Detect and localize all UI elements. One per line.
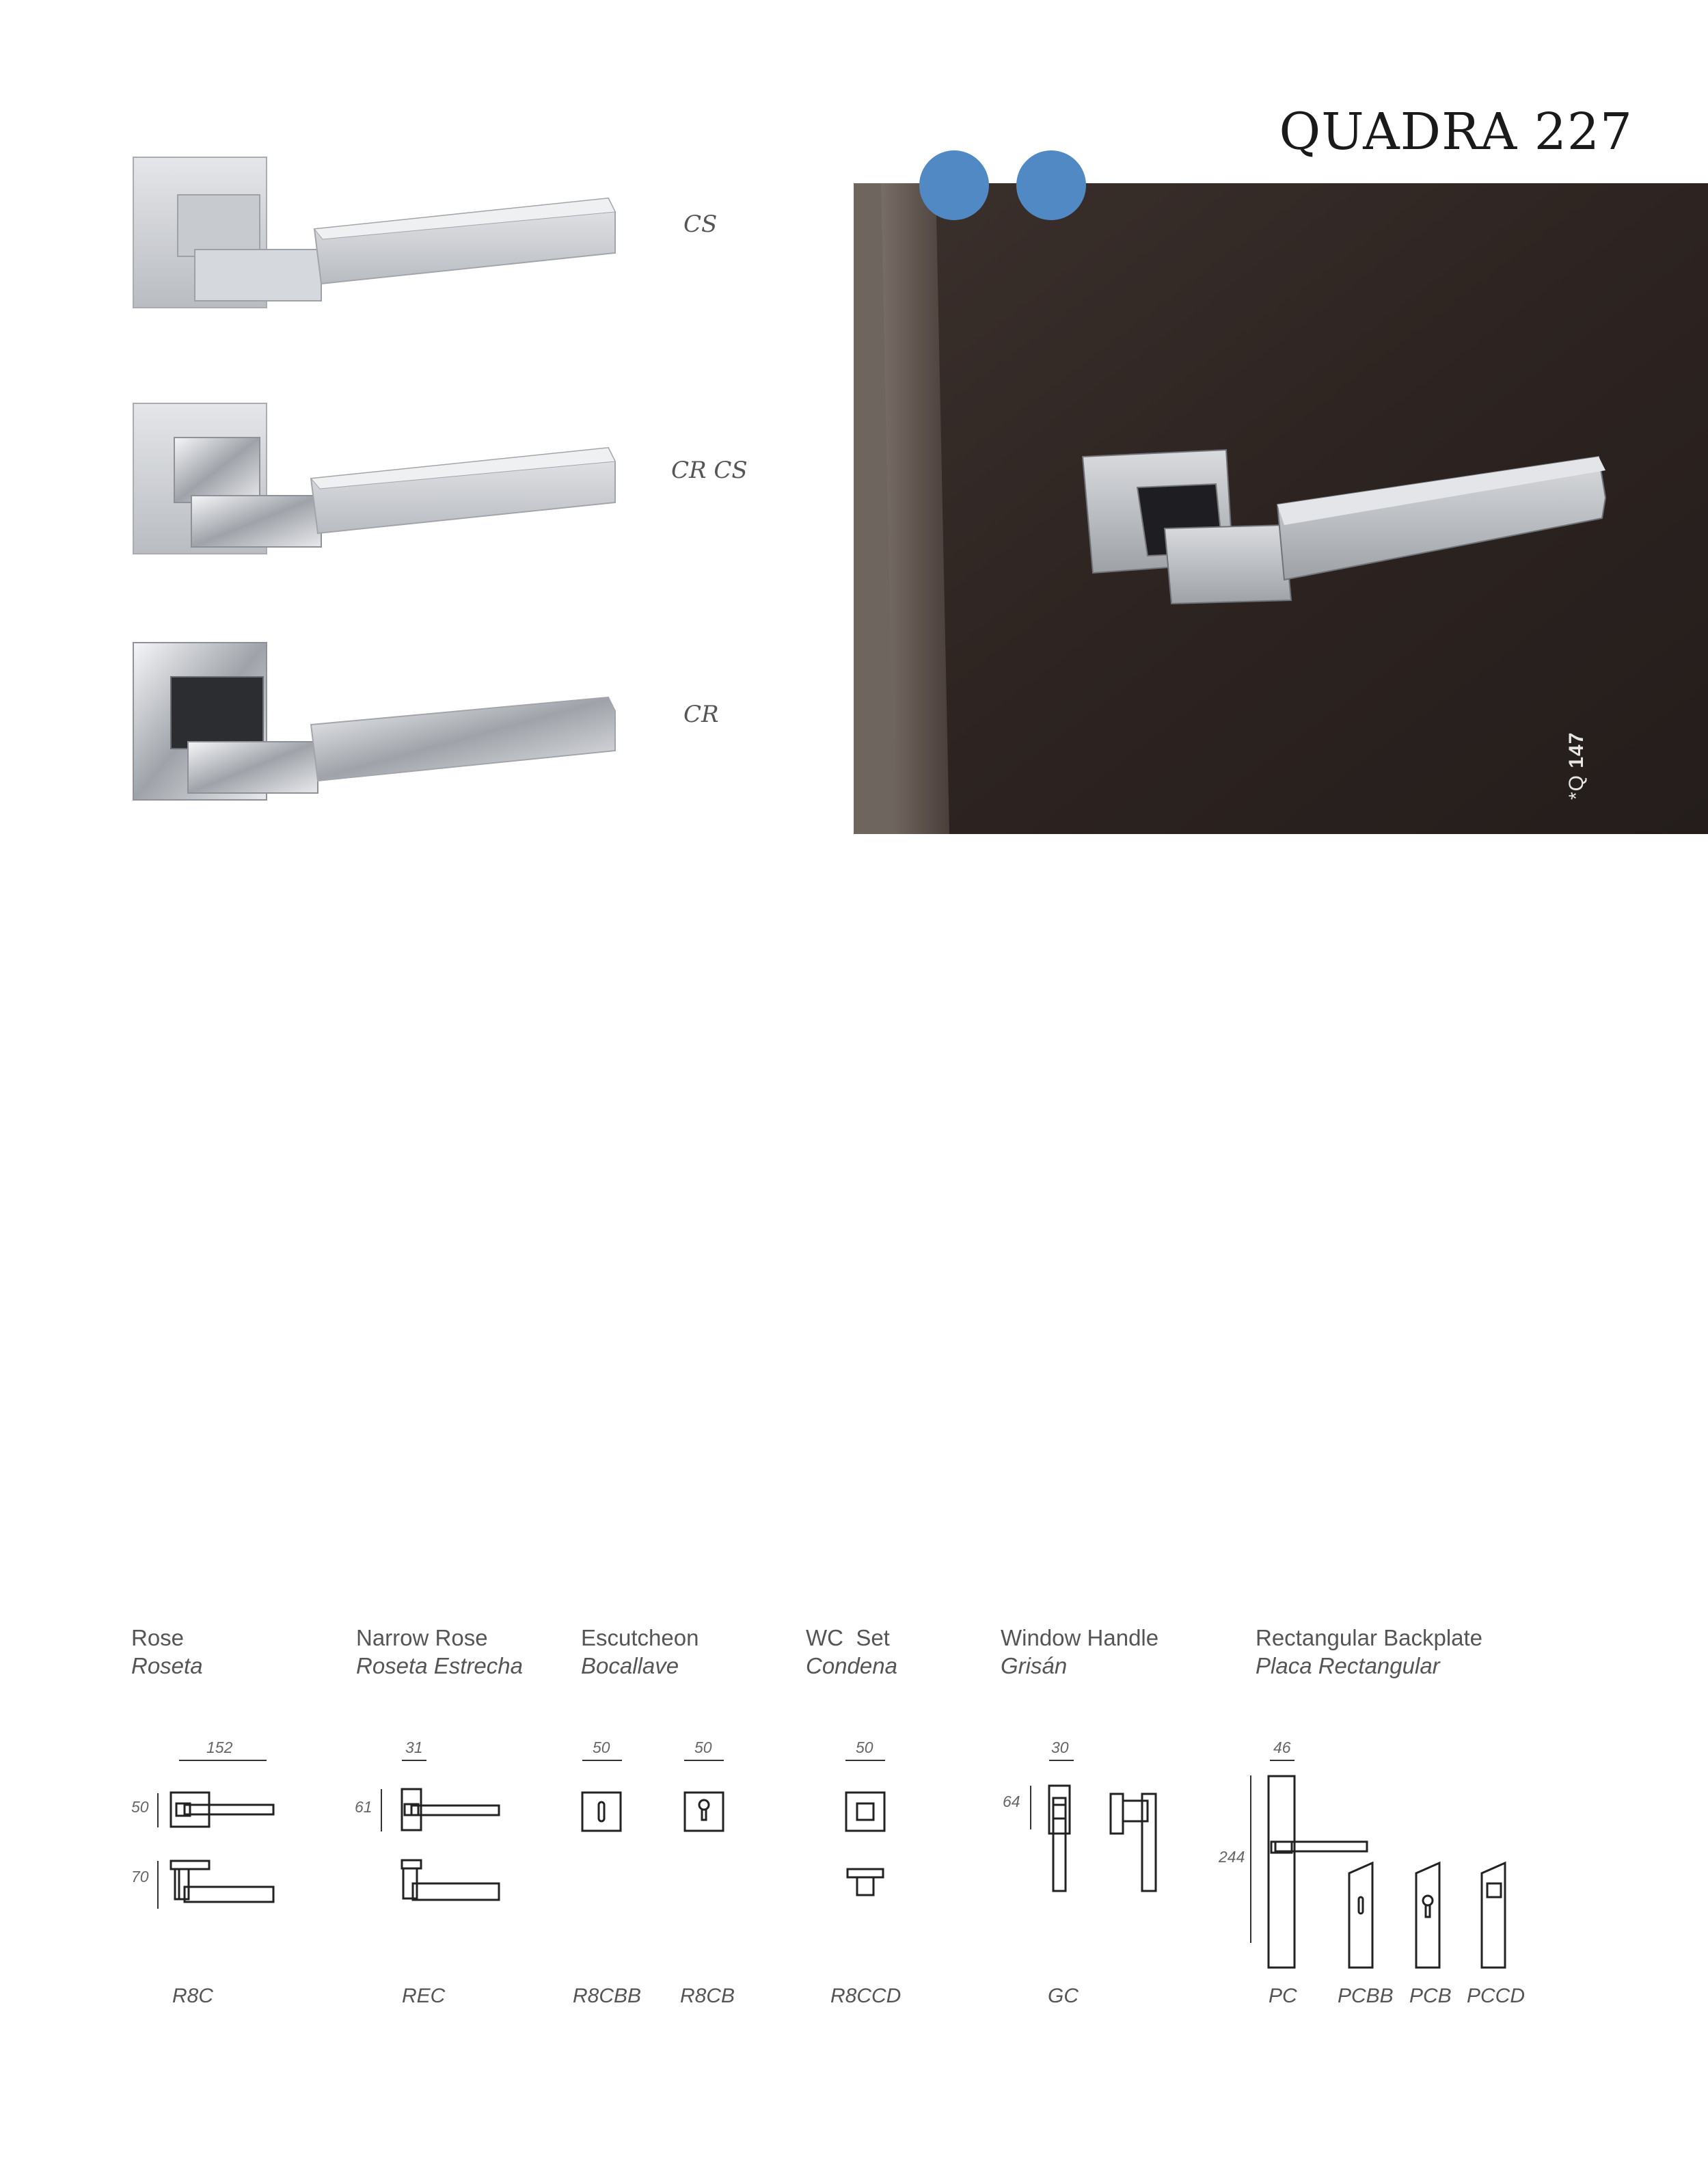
drawing-narrow-rose (395, 1781, 504, 1911)
column-window-handle-es: Grisán (1001, 1653, 1068, 1678)
dimline-escutcheon-w1 (582, 1760, 622, 1761)
dimline-plate-w (1270, 1760, 1294, 1761)
finish-swatch-2 (1016, 150, 1086, 220)
dimline-rose-h2 (157, 1861, 159, 1909)
dim-wc-w: 50 (856, 1739, 873, 1756)
dimline-wc-w (845, 1760, 885, 1761)
dim-plate-h: 244 (1219, 1848, 1245, 1866)
photo-code-number: 147 (1565, 732, 1588, 768)
column-escutcheon-es: Bocallave (581, 1653, 679, 1678)
dimline-escutcheon-w2 (684, 1760, 724, 1761)
column-rectangular-backplate (1256, 1624, 1482, 1680)
column-rectangular-backplate-es: Placa Rectangular (1256, 1653, 1440, 1678)
column-escutcheon-en: Escutcheon (581, 1625, 699, 1650)
dimline-window-w (1049, 1760, 1074, 1761)
code-plate-pccd: PCCD (1467, 1985, 1526, 2007)
drawing-escutcheon-bb (580, 1790, 627, 1838)
column-window-handle-en: Window Handle (1001, 1625, 1159, 1650)
column-narrow-rose-en: Narrow Rose (356, 1625, 488, 1650)
dimline-plate-h (1250, 1775, 1251, 1943)
column-rectangular-backplate-en: Rectangular Backplate (1256, 1625, 1483, 1650)
finish-swatch-1 (919, 150, 989, 220)
photo-code-prefix: *Q (1565, 774, 1588, 800)
column-narrow-rose (356, 1624, 523, 1680)
dimline-rose-h1 (157, 1793, 159, 1827)
page-title: QUADRA 227 (1279, 103, 1633, 161)
column-window-handle (1001, 1624, 1158, 1680)
finish-label-cs: CS (683, 211, 718, 238)
code-rose: R8C (172, 1985, 214, 2007)
dimline-window-h (1030, 1786, 1031, 1829)
drawing-window-handle (1042, 1777, 1179, 1901)
dim-window-w: 30 (1051, 1739, 1069, 1756)
code-plate-pcb: PCB (1409, 1985, 1452, 2007)
dimline-narrow-h (381, 1789, 382, 1831)
code-escutcheon-bb: R8CBB (573, 1985, 642, 2007)
column-rose-en: Rose (131, 1625, 185, 1650)
code-wc-set: R8CCD (830, 1985, 902, 2007)
handle-image-cr (130, 629, 622, 807)
drawing-rose (164, 1784, 280, 1914)
column-wc-set-en: WC Set (806, 1625, 890, 1650)
drawing-escutcheon-cb (682, 1790, 730, 1838)
drawing-wc-set (843, 1790, 891, 1906)
handle-image-cr-cs (130, 383, 622, 561)
dim-rose-h1: 50 (131, 1798, 149, 1816)
finish-label-cr: CR (683, 701, 719, 728)
code-plate-pc: PC (1269, 1985, 1297, 2007)
dim-rose-h2: 70 (131, 1868, 149, 1886)
column-escutcheon (581, 1624, 699, 1680)
photo-reference-code (1565, 732, 1588, 800)
dim-narrow-width: 31 (405, 1739, 423, 1756)
column-rose (131, 1624, 203, 1680)
column-wc-set-es: Condena (806, 1653, 897, 1678)
column-rose-es: Roseta (131, 1653, 203, 1678)
dim-escutcheon-w1: 50 (593, 1739, 610, 1756)
code-window-handle: GC (1048, 1985, 1079, 2007)
column-narrow-rose-es: Roseta Estrecha (356, 1653, 523, 1678)
dim-rose-width: 152 (206, 1739, 233, 1756)
column-wc-set (806, 1624, 897, 1680)
dim-window-h: 64 (1003, 1793, 1020, 1810)
dimline-narrow-width (402, 1760, 426, 1761)
dim-plate-w: 46 (1273, 1739, 1291, 1756)
code-escutcheon-cb: R8CB (680, 1985, 735, 2007)
drawing-rectangular-backplate (1262, 1771, 1535, 1969)
dim-narrow-h: 61 (355, 1798, 372, 1816)
dimline-rose-width (179, 1760, 267, 1761)
code-narrow-rose: REC (402, 1985, 446, 2007)
finish-label-cr-cs: CR CS (671, 457, 748, 484)
dim-escutcheon-w2: 50 (694, 1739, 712, 1756)
code-plate-pcbb: PCBB (1338, 1985, 1394, 2007)
handle-image-cs (130, 137, 622, 314)
